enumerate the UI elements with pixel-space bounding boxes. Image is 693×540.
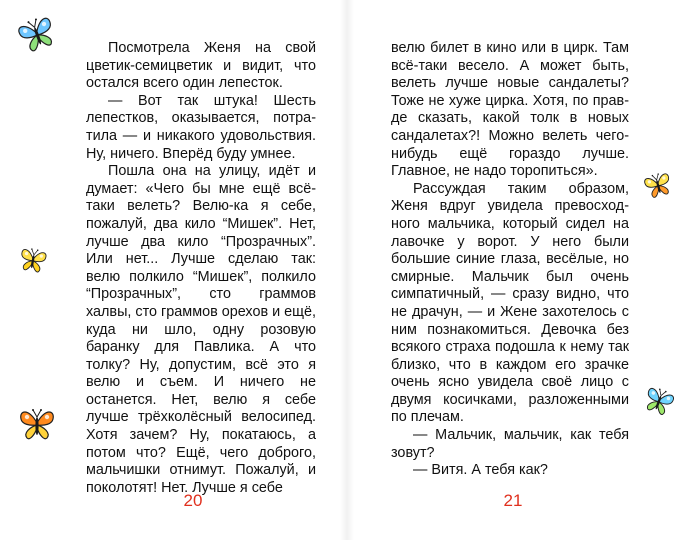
- butterfly-icon: [16, 404, 58, 444]
- butterfly-icon: [643, 168, 673, 202]
- paragraph: Рассуждая таким образом, Женя вдруг увидела превосходного мальчика, который сидел на лавочке у ворот. У него были большие синие глаза, весёлые, но смирные. Мальчик был очень симпатичный, — сразу видно, что не драчун, — и Жене захотелось с ним познакомиться. Девочка без всякого страха подошла к нему так близко, что в каждом его зрачке очень ясно увидела своё лицо с двумя косичками, разложенными по плечам.: [391, 180, 629, 426]
- butterfly-icon: [643, 385, 675, 417]
- book-gutter: [340, 0, 354, 540]
- butterfly-icon: [16, 245, 50, 275]
- left-page-text: [86, 40, 316, 497]
- paragraph: велю билет в кино или в цирк. Там всё-таки весело. А может быть, велеть лучше новые сандалеты? Тоже не хуже цирка. Хотя, по правде сказать, какой толк в новых сандалетах?! Можно велеть чего-нибудь ещё гораздо лучше. Главное, не надо торопиться».: [391, 40, 629, 180]
- paragraph: — Мальчик, мальчик, как тебя зовут?: [391, 427, 629, 461]
- right-page-text: [391, 40, 629, 480]
- paragraph: — Вот так штука! Шесть лепестков, оказывается, потратила — и никакого удовольствия. Ну, ничего. Вперёд буду умнее.: [86, 92, 316, 162]
- page-number-right: 21: [503, 491, 523, 510]
- paragraph: Пошла она на улицу, идёт и думает: «Чего бы мне ещё всё-таки велеть? Велю-ка я себе, пожалуй, два кило “Мишек”. Нет, лучше два кило “Прозрачных”. Или нет... Лучше сделаю так: велю полкило “Мишек”, полкило “Прозрачных”, сто граммов халвы, сто граммов орехов и ещё, куда ни шло, одну розовую баранку для Павлика. А что толку? Ну, допустим, всё это я велю и съем. И ничего не останется. Нет, велю я себе лучше трёхколёсный велосипед. Хотя зачем? Ну, покатаюсь, а потом что? Ещё, чего доброго, мальчишки отнимут. Пожалуй, и поколотят! Нет. Лучше я себе: [86, 163, 316, 496]
- butterfly-icon: [17, 14, 57, 54]
- paragraph: — Витя. А тебя как?: [413, 462, 548, 479]
- paragraph: Посмотрела Женя на свой цветик-семицветик и видит, что остался всего один лепесток.: [86, 40, 316, 92]
- page-number-left: 20: [183, 491, 203, 510]
